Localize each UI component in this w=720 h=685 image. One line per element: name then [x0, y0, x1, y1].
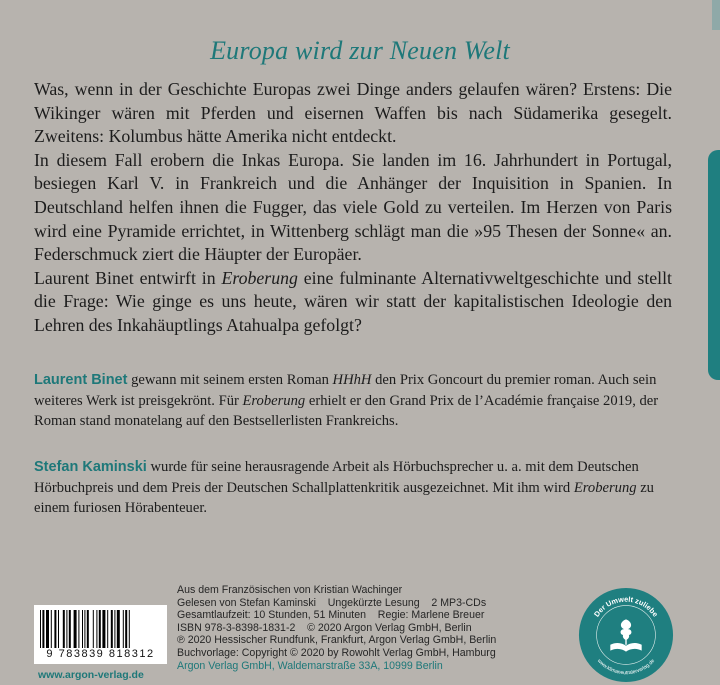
credit-line: ISBN 978-3-8398-1831-2 © 2020 Argon Verlag GmbH, Berlin	[177, 621, 472, 634]
credit-line: ℗ 2020 Hessischer Rundfunk, Frankfurt, Argon Verlag GmbH, Berlin	[177, 634, 497, 647]
blurb-p3-text-a: Laurent Binet entwirft in	[34, 267, 222, 288]
credit-line: Buchvorlage: Copyright © 2020 by Rowohlt Verlag GmbH, Hamburg	[177, 646, 496, 659]
barcode-bar	[82, 610, 83, 648]
barcode-bar	[96, 610, 97, 648]
barcode-bar	[69, 610, 71, 648]
narrator-bio-book: Eroberung	[573, 479, 637, 496]
seal-bottom-text: www.klimaneutralerverlag.de	[595, 658, 657, 677]
blurb-p3-book-title: Eroberung	[221, 267, 298, 288]
barcode-bar	[84, 610, 85, 648]
blurb-p3-text-b: eine fulminante Alternativweltgeschichte und stellt die Frage: Wie ginge es uns heute, wären wir statt der kapitalistischen Ideologie den Lehren des Inkahäuptlings Atahualpa gefolgt?	[34, 267, 672, 335]
edge-accent-tab	[708, 150, 720, 380]
author-bio-book-1: HHhH	[332, 372, 372, 388]
barcode-bar	[114, 610, 115, 648]
author-bio-text-2: den Prix Goncourt du premier roman. Auch sein weiteres Werk ist preisgekrönt. Für	[34, 372, 657, 409]
publisher-address: Argon Verlag GmbH, Waldemarstraße 33A, 10999 Berlin	[177, 659, 443, 672]
barcode-bars	[40, 610, 161, 648]
barcode-bar	[66, 610, 67, 648]
barcode	[34, 605, 167, 664]
publisher-website-link[interactable]: www.argon-verlag.de	[38, 669, 144, 681]
narrator-bio	[34, 457, 674, 519]
narrator-bio-text-1: wurde für seine herausragende Arbeit als Hörbuchsprecher u. a. mit dem Deutschen Hörbuchpreis und dem Preis der Deutschen Schallplattenkritik ausgezeichnet. Mit ihm wird	[34, 459, 639, 496]
barcode-bar	[123, 610, 124, 648]
blurb-paragraph-3	[34, 267, 672, 338]
seal-top-text: Der Umwelt zuliebe	[591, 594, 661, 619]
barcode-bar	[111, 610, 113, 648]
author-bio-text-3: erhielt er den Grand Prix de l’Académie française 2019, der Roman stand monatelang auf den Bestsellerlisten Frankreichs.	[34, 392, 659, 429]
credit-line: Aus dem Französischen von Kristian Wachinger	[177, 584, 403, 596]
author-name: Laurent Binet	[34, 372, 128, 388]
barcode-bar	[107, 610, 108, 648]
barcode-bar	[78, 610, 79, 648]
author-bio	[34, 370, 674, 432]
blurb-paragraph-2: In diesem Fall erobern die Inkas Europa. Sie landen im 16. Jahrhundert in Portugal, besiegen Karl V. in Frankreich und die Anhänger der Inquisition in Spanien. In Deutschland helfen ihnen die Fugger, das viele Gold zu verteilen. Im Herzen von Paris wird eine Pyramide errichtet, in Wittenberg schlägt man die »95 Thesen der Sonne« an. Federschmuck ziert die Häupter der Europäer.	[34, 149, 672, 265]
barcode-bar	[102, 610, 105, 648]
barcode-bar	[129, 610, 130, 648]
barcode-bar	[42, 610, 44, 648]
author-bio-book-2: Eroberung	[242, 392, 306, 409]
barcode-bar	[46, 610, 49, 648]
barcode-bar	[40, 610, 41, 648]
barcode-bar	[87, 610, 89, 648]
blurb-text	[34, 78, 672, 338]
barcode-bar	[63, 610, 65, 648]
barcode-bar	[54, 610, 56, 648]
author-bio-text-1: gewann mit seinem ersten Roman	[127, 372, 333, 388]
barcode-bar	[74, 610, 77, 648]
edge-accent-top	[712, 0, 720, 30]
narrator-name: Stefan Kaminski	[34, 459, 147, 475]
barcode-bar	[117, 610, 120, 648]
barcode-bar	[51, 610, 52, 648]
barcode-bar	[58, 610, 59, 648]
barcode-digits: 9 783839 818312	[46, 648, 155, 660]
climate-neutral-seal	[577, 586, 675, 684]
narrator-bio-text-2: zu einem furiosen Hörabenteuer.	[34, 479, 654, 516]
credits-block	[177, 584, 557, 672]
credit-line: Gesamtlaufzeit: 10 Stunden, 51 Minuten Regie: Marlene Breuer	[177, 609, 485, 622]
credit-line: Gelesen von Stefan Kaminski Ungekürzte Lesung 2 MP3-CDs	[177, 596, 487, 609]
barcode-bar	[99, 610, 101, 648]
barcode-bar	[125, 610, 127, 648]
barcode-bar	[93, 610, 94, 648]
blurb-paragraph-1: Was, wenn in der Geschichte Europas zwei Dinge anders gelaufen wären? Erstens: Die Wikinger wären mit Pferden und eisernen Waffen bis nach Südamerika gesegelt. Zweitens: Kolumbus hätte Amerika nicht entdeckt.	[34, 79, 672, 147]
page-title: Europa wird zur Neuen Welt	[210, 36, 510, 65]
